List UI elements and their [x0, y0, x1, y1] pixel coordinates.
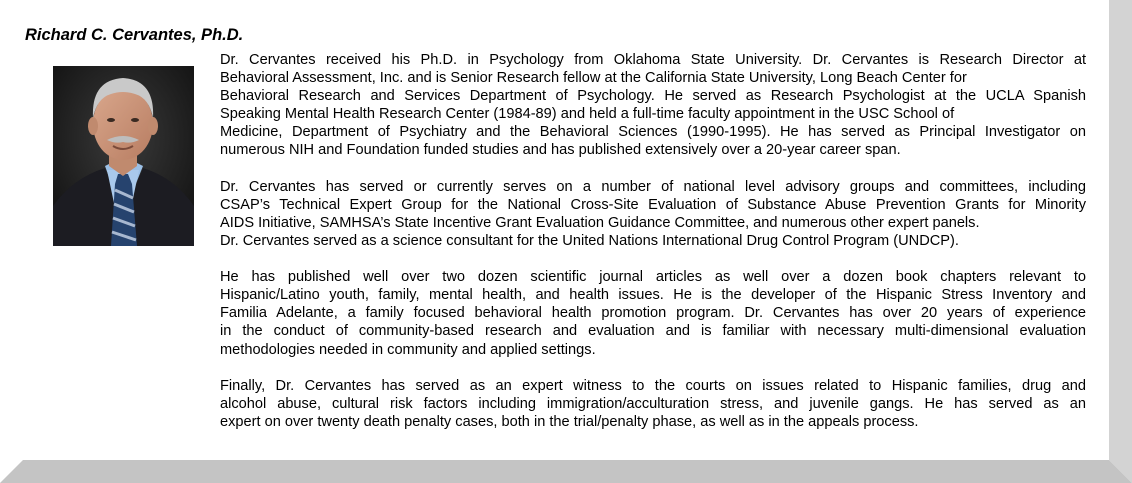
bio-paragraph-publications — [220, 268, 1086, 358]
bio-line: numerous NIH and Foundation funded studies and has published extensively over a 20-year career span. — [220, 142, 901, 159]
right-ear — [148, 117, 158, 135]
bio-line: AIDS Initiative, SAMHSA’s State Incentive Grant Evaluation Guidance Committee, and numerous other expert panels. — [220, 214, 980, 231]
portrait-drawing — [53, 66, 194, 246]
biography-text — [220, 51, 1086, 449]
bio-line: Speaking Mental Health Research Center (1984-89) and held a full-time faculty appointment in the USC School of — [220, 106, 955, 123]
bio-line: He has published well over two dozen scientific journal articles as well over a dozen book chapters relevant to — [220, 269, 1086, 286]
bio-line: Behavioral Assessment, Inc. and is Senior Research fellow at the California State University, Long Beach Center for — [220, 70, 967, 87]
bio-line: CSAP’s Technical Expert Group for the National Cross-Site Evaluation of Substance Abuse Prevention Grants for Minority — [220, 196, 1086, 213]
bio-line: alcohol abuse, cultural risk factors including immigration/acculturation stress, and juvenile gangs. He has served as an — [220, 395, 1086, 412]
bio-line: Medicine, Department of Psychiatry and the Behavioral Sciences (1990-1995). He has served as Principal Investigator on — [220, 124, 1086, 141]
bio-line: Hispanic/Latino youth, family, mental health, and health issues. He is the developer of the Hispanic Stress Inventory and — [220, 287, 1086, 304]
left-eye — [107, 118, 115, 122]
bio-line: Dr. Cervantes served as a science consultant for the United Nations International Drug Control Program (UNDCP). — [220, 232, 959, 249]
bio-line: expert on over twenty death penalty cases, both in the trial/penalty phase, as well as in the appeals process. — [220, 413, 919, 430]
bio-line: Finally, Dr. Cervantes has served as an expert witness to the courts on issues related to Hispanic families, drug and — [220, 377, 1086, 394]
portrait-photo — [53, 66, 194, 246]
person-name-heading: Richard C. Cervantes, Ph.D. — [25, 26, 244, 44]
bio-line: methodologies needed in community and applied settings. — [220, 341, 596, 358]
bio-paragraph-education — [220, 51, 1086, 160]
bio-line: Behavioral Research and Services Department of Psychology. He served as Research Psychologist at the UCLA Spanish — [220, 88, 1086, 105]
bio-line: Dr. Cervantes has served or currently serves on a number of national level advisory groups and committees, including — [220, 178, 1086, 195]
bio-line: in the conduct of community-based research and evaluation and is familiar with necessary multi-dimensional evaluation — [220, 323, 1086, 340]
left-ear — [88, 117, 98, 135]
bio-line: Dr. Cervantes received his Ph.D. in Psychology from Oklahoma State University. Dr. Cervantes is Research Director at — [220, 52, 1086, 68]
bio-paragraph-committees — [220, 178, 1086, 250]
bio-line: Familia Adelante, a family focused behavioral health promotion program. Dr. Cervantes has over 20 years of experience — [220, 305, 1086, 322]
right-eye — [131, 118, 139, 122]
bottom-bevel — [0, 460, 1132, 483]
right-bevel — [1109, 0, 1132, 483]
bio-paragraph-expert-witness — [220, 377, 1086, 431]
